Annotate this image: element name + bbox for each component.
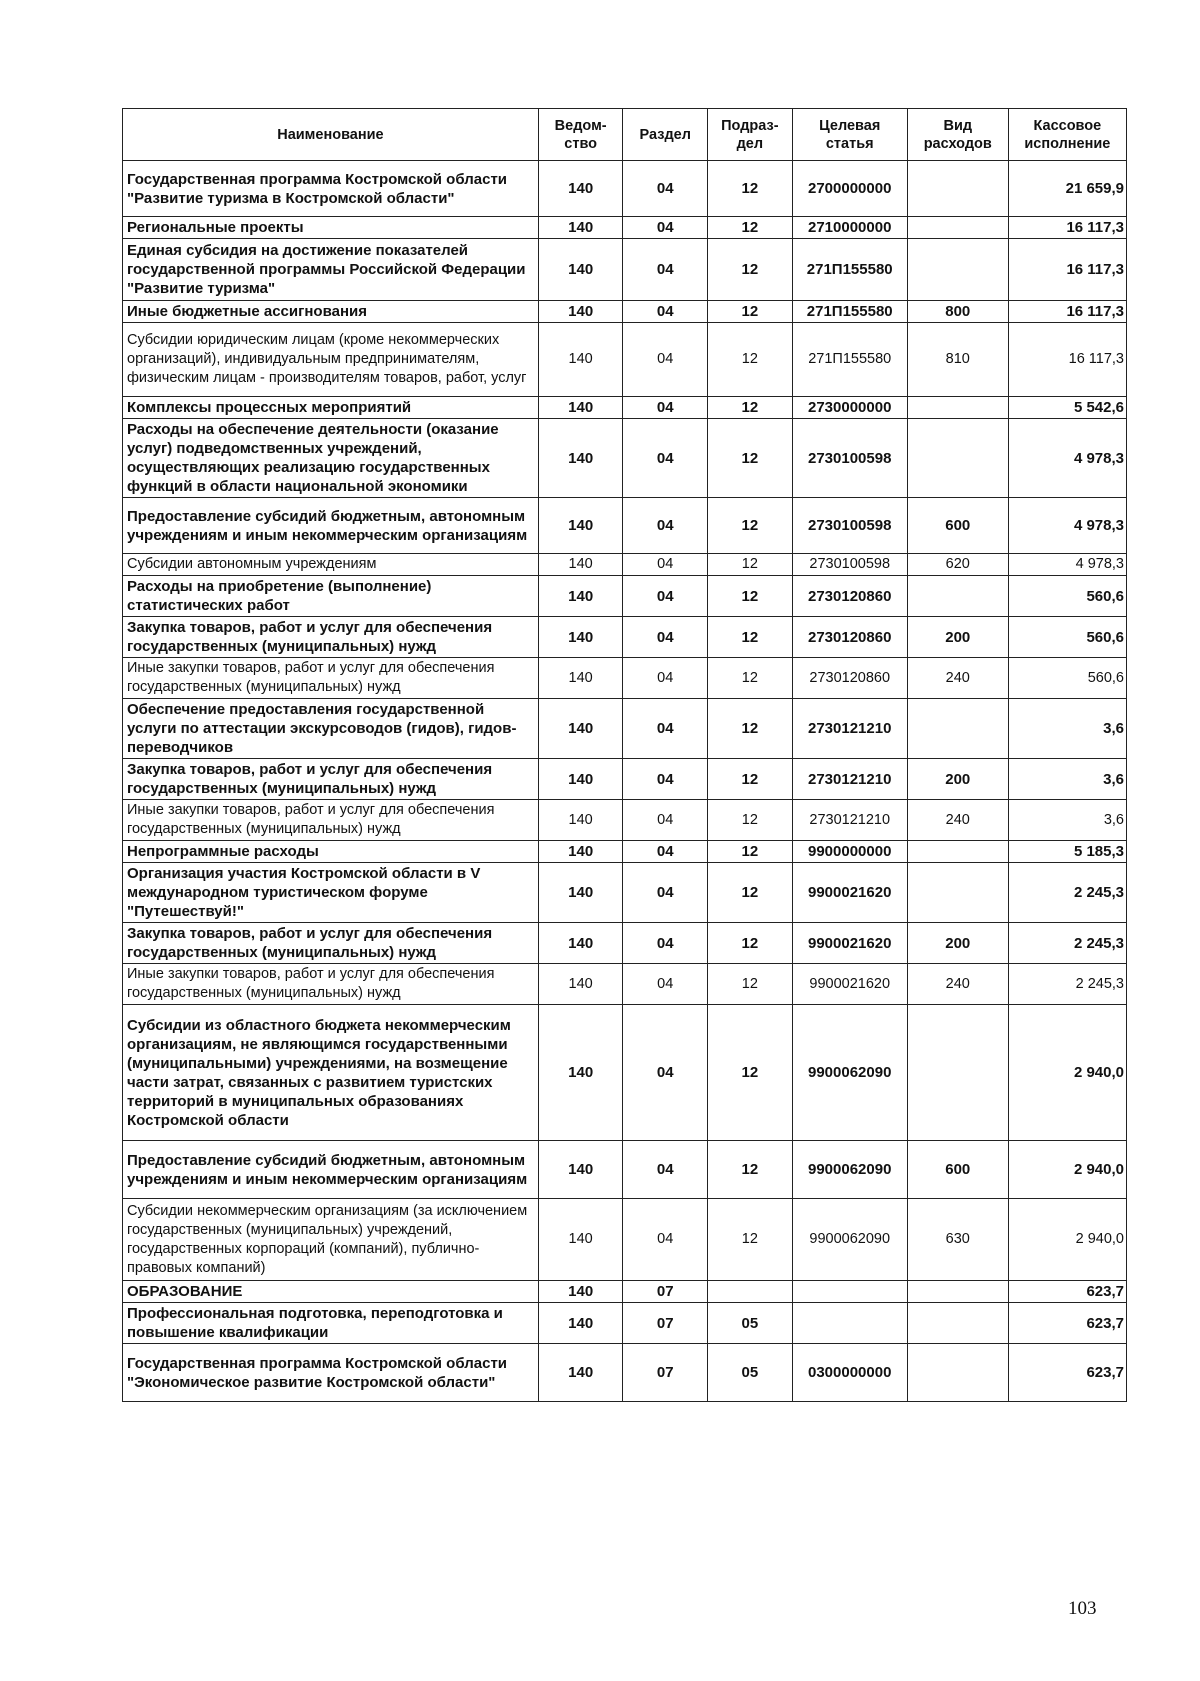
cell-cash-execution: 2 245,3 [1008,964,1126,1005]
cell-vedomstvo: 140 [538,964,623,1005]
cell-target-article: 2730100598 [792,498,907,554]
cell-vedomstvo: 140 [538,1344,623,1402]
cell-name: Единая субсидия на достижение показателей государственной программы Российской Федерации "Развитие туризма" [123,239,539,301]
cell-vedomstvo: 140 [538,301,623,323]
cell-vedomstvo: 140 [538,863,623,923]
table-row [123,759,1127,800]
cell-cash-execution: 2 940,0 [1008,1005,1126,1141]
cell-podrazdel: 12 [708,498,793,554]
cell-expense-type [907,841,1008,863]
cell-razdel: 04 [623,841,708,863]
cell-target-article: 2730121210 [792,699,907,759]
table-row [123,617,1127,658]
cell-podrazdel: 05 [708,1344,793,1402]
cell-name: Непрограммные расходы [123,841,539,863]
cell-expense-type [907,1344,1008,1402]
cell-vedomstvo: 140 [538,923,623,964]
cell-expense-type: 620 [907,554,1008,576]
cell-podrazdel: 12 [708,161,793,217]
cell-razdel: 04 [623,1199,708,1281]
cell-expense-type [907,863,1008,923]
cell-name: Субсидии юридическим лицам (кроме некоммерческих организаций), индивидуальным предпринимателям, физическим лицам - производителям товаров, работ, услуг [123,323,539,397]
cell-name: Расходы на приобретение (выполнение) статистических работ [123,576,539,617]
cell-vedomstvo: 140 [538,841,623,863]
cell-podrazdel: 12 [708,217,793,239]
cell-expense-type: 240 [907,658,1008,699]
cell-expense-type: 240 [907,964,1008,1005]
cell-razdel: 07 [623,1303,708,1344]
cell-target-article: 9900021620 [792,964,907,1005]
table-row [123,1199,1127,1281]
cell-target-article: 2730120860 [792,658,907,699]
cell-name: Комплексы процессных мероприятий [123,397,539,419]
cell-cash-execution: 4 978,3 [1008,498,1126,554]
cell-target-article: 9900062090 [792,1005,907,1141]
cell-target-article: 0300000000 [792,1344,907,1402]
cell-podrazdel: 12 [708,617,793,658]
cell-vedomstvo: 140 [538,617,623,658]
cell-cash-execution: 560,6 [1008,576,1126,617]
header-cash-execution: Кассовое исполнение [1008,109,1126,161]
cell-vedomstvo: 140 [538,1005,623,1141]
cell-expense-type [907,1005,1008,1141]
cell-vedomstvo: 140 [538,419,623,498]
cell-expense-type [907,239,1008,301]
header-row [123,109,1127,161]
cell-razdel: 04 [623,217,708,239]
cell-expense-type [907,419,1008,498]
cell-expense-type: 600 [907,1141,1008,1199]
cell-razdel: 04 [623,863,708,923]
cell-razdel: 04 [623,964,708,1005]
cell-vedomstvo: 140 [538,699,623,759]
cell-target-article: 2710000000 [792,217,907,239]
cell-razdel: 04 [623,1141,708,1199]
cell-razdel: 04 [623,923,708,964]
cell-name: Предоставление субсидий бюджетным, автономным учреждениям и иным некоммерческим организациям [123,498,539,554]
cell-vedomstvo: 140 [538,1199,623,1281]
cell-vedomstvo: 140 [538,658,623,699]
header-expense-type: Вид расходов [907,109,1008,161]
cell-target-article: 9900021620 [792,923,907,964]
cell-expense-type [907,217,1008,239]
header-podrazdel: Подраз-дел [708,109,793,161]
cell-vedomstvo: 140 [538,323,623,397]
cell-target-article: 2730120860 [792,617,907,658]
cell-cash-execution: 2 245,3 [1008,923,1126,964]
cell-vedomstvo: 140 [538,576,623,617]
cell-name: Региональные проекты [123,217,539,239]
cell-vedomstvo: 140 [538,397,623,419]
cell-cash-execution: 16 117,3 [1008,301,1126,323]
cell-cash-execution: 2 940,0 [1008,1141,1126,1199]
table-row [123,923,1127,964]
table-row [123,419,1127,498]
cell-cash-execution: 4 978,3 [1008,554,1126,576]
cell-vedomstvo: 140 [538,759,623,800]
cell-expense-type: 200 [907,923,1008,964]
cell-name: Закупка товаров, работ и услуг для обеспечения государственных (муниципальных) нужд [123,759,539,800]
cell-target-article: 9900000000 [792,841,907,863]
cell-expense-type: 240 [907,800,1008,841]
cell-podrazdel: 12 [708,397,793,419]
cell-target-article: 2730121210 [792,800,907,841]
cell-expense-type [907,699,1008,759]
budget-table [122,108,1127,1402]
cell-target-article: 9900021620 [792,863,907,923]
cell-cash-execution: 623,7 [1008,1281,1126,1303]
cell-name: Закупка товаров, работ и услуг для обеспечения государственных (муниципальных) нужд [123,923,539,964]
cell-cash-execution: 21 659,9 [1008,161,1126,217]
cell-name: Иные бюджетные ассигнования [123,301,539,323]
cell-podrazdel [708,1281,793,1303]
cell-cash-execution: 2 940,0 [1008,1199,1126,1281]
cell-razdel: 04 [623,323,708,397]
cell-cash-execution: 16 117,3 [1008,217,1126,239]
cell-razdel: 04 [623,576,708,617]
cell-vedomstvo: 140 [538,800,623,841]
cell-name: Государственная программа Костромской области "Экономическое развитие Костромской области" [123,1344,539,1402]
cell-podrazdel: 12 [708,239,793,301]
cell-cash-execution: 3,6 [1008,800,1126,841]
cell-razdel: 07 [623,1281,708,1303]
cell-podrazdel: 05 [708,1303,793,1344]
cell-target-article: 271П155580 [792,301,907,323]
cell-name: Государственная программа Костромской области "Развитие туризма в Костромской области" [123,161,539,217]
table-row [123,1141,1127,1199]
cell-cash-execution: 560,6 [1008,658,1126,699]
cell-vedomstvo: 140 [538,498,623,554]
cell-name: Обеспечение предоставления государственной услуги по аттестации экскурсоводов (гидов), гидов-переводчиков [123,699,539,759]
header-vedomstvo: Ведом-ство [538,109,623,161]
cell-target-article: 2730100598 [792,419,907,498]
cell-name: Организация участия Костромской области в V международном туристическом форуме "Путешествуй!" [123,863,539,923]
cell-razdel: 04 [623,397,708,419]
cell-podrazdel: 12 [708,658,793,699]
cell-expense-type: 200 [907,759,1008,800]
table-row [123,699,1127,759]
table-row [123,800,1127,841]
cell-target-article: 271П155580 [792,323,907,397]
cell-podrazdel: 12 [708,1199,793,1281]
table-row [123,498,1127,554]
cell-podrazdel: 12 [708,576,793,617]
cell-razdel: 04 [623,617,708,658]
table-row [123,863,1127,923]
table-row [123,658,1127,699]
table-row [123,841,1127,863]
cell-razdel: 04 [623,239,708,301]
cell-name: Иные закупки товаров, работ и услуг для обеспечения государственных (муниципальных) нужд [123,658,539,699]
cell-cash-execution: 2 245,3 [1008,863,1126,923]
cell-razdel: 04 [623,800,708,841]
cell-razdel: 04 [623,699,708,759]
cell-razdel: 04 [623,658,708,699]
cell-razdel: 07 [623,1344,708,1402]
table-row [123,323,1127,397]
cell-target-article: 271П155580 [792,239,907,301]
cell-podrazdel: 12 [708,554,793,576]
cell-podrazdel: 12 [708,323,793,397]
cell-vedomstvo: 140 [538,239,623,301]
table-row [123,554,1127,576]
table-row [123,397,1127,419]
cell-razdel: 04 [623,419,708,498]
cell-cash-execution: 5 542,6 [1008,397,1126,419]
cell-target-article: 9900062090 [792,1199,907,1281]
cell-cash-execution: 4 978,3 [1008,419,1126,498]
cell-razdel: 04 [623,554,708,576]
table-row [123,239,1127,301]
cell-podrazdel: 12 [708,923,793,964]
cell-name: Закупка товаров, работ и услуг для обеспечения государственных (муниципальных) нужд [123,617,539,658]
cell-name: Профессиональная подготовка, переподготовка и повышение квалификации [123,1303,539,1344]
cell-name: Субсидии некоммерческим организациям (за исключением государственных (муниципальных) учреждений, государственных корпораций (компаний), публично-правовых компаний) [123,1199,539,1281]
cell-razdel: 04 [623,161,708,217]
table-row [123,1303,1127,1344]
cell-podrazdel: 12 [708,800,793,841]
cell-razdel: 04 [623,1005,708,1141]
table-row [123,161,1127,217]
cell-podrazdel: 12 [708,841,793,863]
cell-expense-type: 810 [907,323,1008,397]
cell-cash-execution: 560,6 [1008,617,1126,658]
cell-vedomstvo: 140 [538,161,623,217]
table-row [123,964,1127,1005]
cell-expense-type [907,397,1008,419]
cell-cash-execution: 5 185,3 [1008,841,1126,863]
cell-cash-execution: 3,6 [1008,699,1126,759]
cell-expense-type: 600 [907,498,1008,554]
cell-expense-type: 200 [907,617,1008,658]
table-row [123,576,1127,617]
table-row [123,301,1127,323]
cell-razdel: 04 [623,498,708,554]
header-target-article: Целевая статья [792,109,907,161]
cell-name: Субсидии из областного бюджета некоммерческим организациям, не являющимся государственными (муниципальными) учреждениями, на возмещение части затрат, связанных с развитием туристских территорий в муниципальных образованиях Костромской области [123,1005,539,1141]
cell-razdel: 04 [623,301,708,323]
cell-podrazdel: 12 [708,759,793,800]
cell-expense-type [907,161,1008,217]
cell-target-article: 9900062090 [792,1141,907,1199]
table-row [123,1344,1127,1402]
cell-podrazdel: 12 [708,301,793,323]
cell-name: Иные закупки товаров, работ и услуг для обеспечения государственных (муниципальных) нужд [123,964,539,1005]
cell-target-article: 2730120860 [792,576,907,617]
cell-cash-execution: 623,7 [1008,1303,1126,1344]
cell-expense-type [907,576,1008,617]
table-row [123,1281,1127,1303]
cell-expense-type [907,1303,1008,1344]
cell-target-article: 2700000000 [792,161,907,217]
cell-target-article [792,1303,907,1344]
cell-expense-type: 630 [907,1199,1008,1281]
cell-razdel: 04 [623,759,708,800]
cell-podrazdel: 12 [708,699,793,759]
cell-podrazdel: 12 [708,1141,793,1199]
cell-name: Расходы на обеспечение деятельности (оказание услуг) подведомственных учреждений, осуществляющих реализацию государственных функций в области национальной экономики [123,419,539,498]
cell-podrazdel: 12 [708,863,793,923]
cell-vedomstvo: 140 [538,554,623,576]
cell-target-article [792,1281,907,1303]
cell-vedomstvo: 140 [538,1141,623,1199]
cell-podrazdel: 12 [708,1005,793,1141]
cell-name: Субсидии автономным учреждениям [123,554,539,576]
cell-expense-type [907,1281,1008,1303]
table-row [123,1005,1127,1141]
cell-podrazdel: 12 [708,419,793,498]
cell-vedomstvo: 140 [538,1303,623,1344]
cell-cash-execution: 3,6 [1008,759,1126,800]
cell-cash-execution: 16 117,3 [1008,239,1126,301]
cell-vedomstvo: 140 [538,1281,623,1303]
cell-expense-type: 800 [907,301,1008,323]
cell-cash-execution: 16 117,3 [1008,323,1126,397]
cell-podrazdel: 12 [708,964,793,1005]
page-number: 103 [1068,1598,1097,1619]
cell-cash-execution: 623,7 [1008,1344,1126,1402]
cell-name: Предоставление субсидий бюджетным, автономным учреждениям и иным некоммерческим организациям [123,1141,539,1199]
cell-target-article: 2730100598 [792,554,907,576]
cell-name: Иные закупки товаров, работ и услуг для обеспечения государственных (муниципальных) нужд [123,800,539,841]
cell-vedomstvo: 140 [538,217,623,239]
table-row [123,217,1127,239]
header-razdel: Раздел [623,109,708,161]
cell-target-article: 2730000000 [792,397,907,419]
header-name: Наименование [123,109,539,161]
cell-target-article: 2730121210 [792,759,907,800]
cell-name: ОБРАЗОВАНИЕ [123,1281,539,1303]
